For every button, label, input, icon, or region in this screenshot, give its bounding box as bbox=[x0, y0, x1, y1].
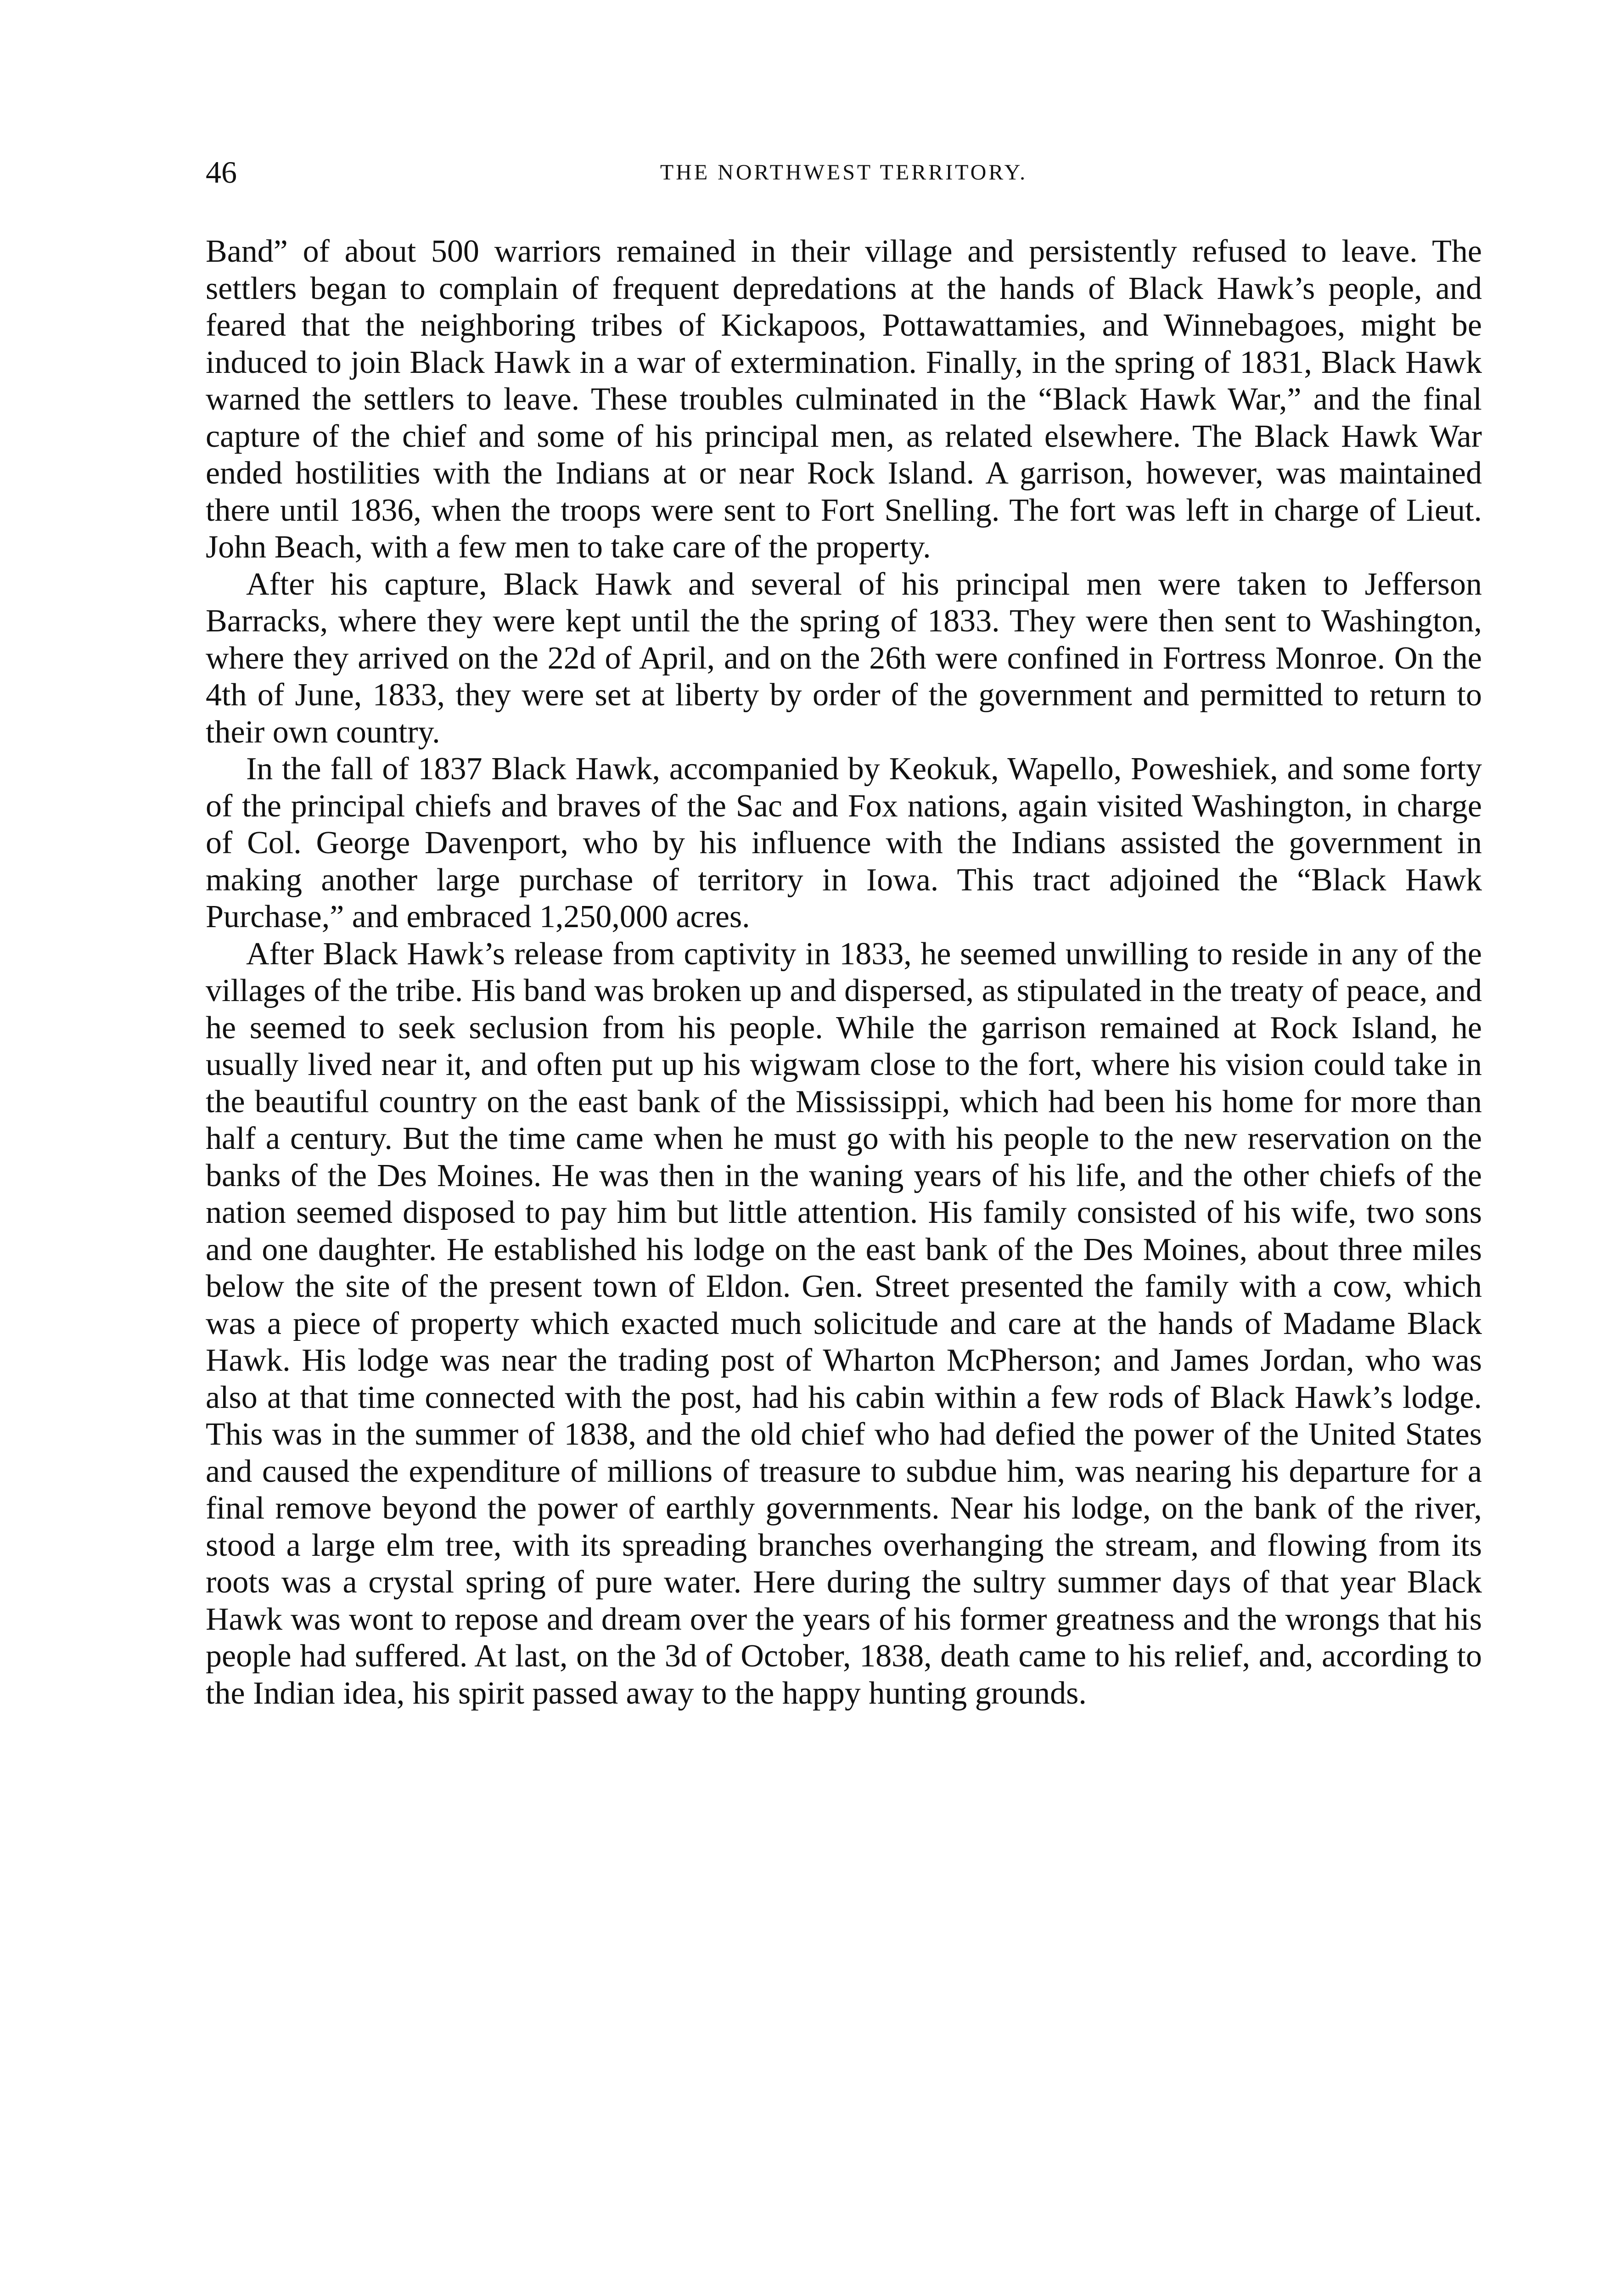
paragraph: After Black Hawk’s release from captivity in 1833, he seemed unwilling to reside in any of the villages of the tribe. His band was broken up and dispersed, as stipulated in the treaty of peace, and he seemed to seek seclusion from his people. While the garrison remained at Rock Island, he usually lived near it, and often put up his wigwam close to the fort, where his vision could take in the beautiful country on the east bank of the Mississippi, which had been his home for more than half a century. But the time came when he must go with his people to the new reservation on the banks of the Des Moines. He was then in the waning years of his life, and the other chiefs of the nation seemed disposed to pay him but little attention. His family consisted of his wife, two sons and one daughter. He established his lodge on the east bank of the Des Moines, about three miles below the site of the present town of Eldon. Gen. Street presented the family with a cow, which was a piece of property which exacted much solicitude and care at the hands of Madame Black Hawk. His lodge was near the trading post of Wharton McPherson; and James Jordan, who was also at that time connected with the post, had his cabin within a few rods of Black Hawk’s lodge. This was in the summer of 1838, and the old chief who had defied the power of the United States and caused the expenditure of millions of treasure to subdue him, was nearing his departure for a final remove beyond the power of earthly governments. Near his lodge, on the bank of the river, stood a large elm tree, with its spreading branches overhanging the stream, and flowing from its roots was a crystal spring of pure water. Here during the sultry summer days of that year Black Hawk was wont to repose and dream over the years of his former greatness and the wrongs that his people had suffered. At last, on the 3d of October, 1838, death came to his relief, and, according to the Indian idea, his spirit passed away to the happy hunting grounds. bbox=[206, 936, 1482, 1711]
running-head: THE NORTHWEST TERRITORY. bbox=[660, 160, 1028, 185]
body-text bbox=[206, 233, 1482, 1712]
page-number: 46 bbox=[206, 155, 237, 190]
paragraph: After his capture, Black Hawk and several of his principal men were taken to Jefferson Barracks, where they were kept until the the spring of 1833. They were then sent to Washington, where they arrived on the 22d of April, and on the 26th were confined in Fortress Monroe. On the 4th of June, 1833, they were set at liberty by order of the government and permitted to return to their own country. bbox=[206, 566, 1482, 750]
paragraph: In the fall of 1837 Black Hawk, accompanied by Keokuk, Wapello, Poweshiek, and some forty of the principal chiefs and braves of the Sac and Fox nations, again visited Washington, in charge of Col. George Davenport, who by his influence with the Indians assisted the government in making another large purchase of territory in Iowa. This tract adjoined the “Black Hawk Purchase,” and embraced 1,250,000 acres. bbox=[206, 751, 1482, 934]
page-header bbox=[206, 154, 1482, 191]
paragraph-continued: Band” of about 500 warriors remained in their village and persistently refused to leave. The settlers began to complain of frequent depredations at the hands of Black Hawk’s people, and feared that the neighboring tribes of Kickapoos, Pottawattamies, and Winnebagoes, might be induced to join Black Hawk in a war of extermination. Finally, in the spring of 1831, Black Hawk warned the settlers to leave. These troubles culminated in the “Black Hawk War,” and the final capture of the chief and some of his principal men, as related elsewhere. The Black Hawk War ended hostilities with the Indians at or near Rock Island. A garrison, however, was maintained there until 1836, when the troops were sent to Fort Snelling. The fort was left in charge of Lieut. John Beach, with a few men to take care of the property. bbox=[206, 234, 1482, 565]
